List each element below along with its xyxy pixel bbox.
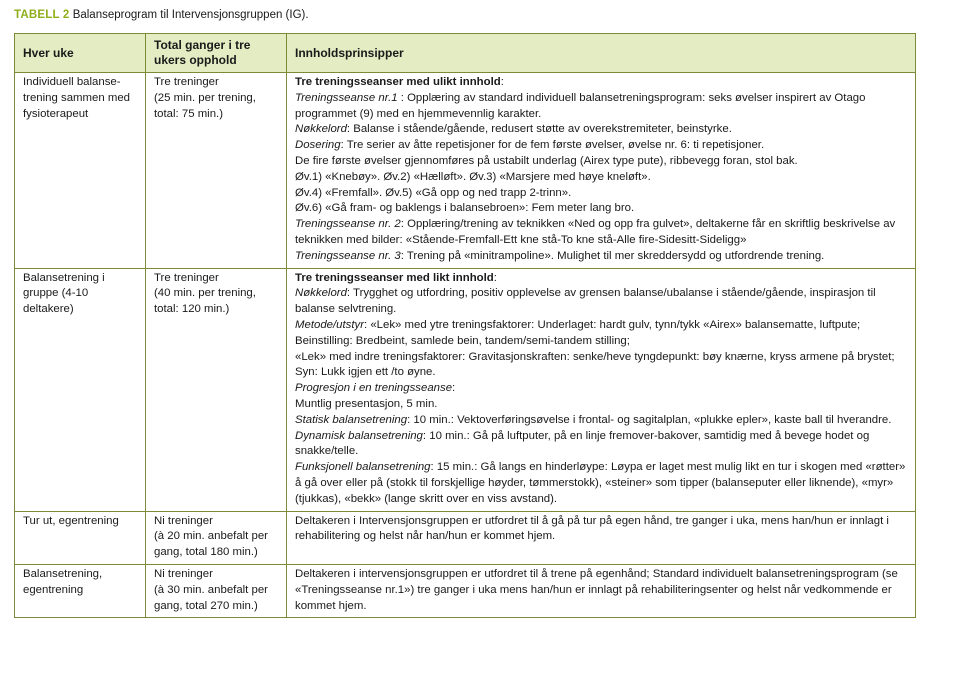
content-line <box>295 138 908 154</box>
content-line <box>295 170 908 186</box>
content-text: : Trening på «minitrampoline». Mulighet til mer skreddersydd og utfordrende trening. <box>400 249 825 262</box>
content-text: Muntlig presentasjon, 5 min. <box>295 397 438 410</box>
content-line <box>295 381 908 397</box>
content-line <box>295 186 908 202</box>
cell-hver-uke: Individuell balanse-trening sammen med fysioterapeut <box>15 73 146 269</box>
content-text: Øv.4) «Fremfall». Øv.5) «Gå opp og ned trapp 2-trinn». <box>295 186 572 199</box>
content-text: De fire første øvelser gjennomføres på ustabilt underlag (Airex type pute), ribbevegg foran, stol bak. <box>295 154 798 167</box>
content-line <box>295 567 908 614</box>
table-row <box>15 268 916 511</box>
content-term: Treningsseanse nr. 3 <box>295 249 401 262</box>
cell-hver-uke: Balansetrening i gruppe (4-10 deltakere) <box>15 268 146 511</box>
content-text: Øv.6) «Gå fram- og baklengs i balansebroen»: Fem meter lang bro. <box>295 202 635 215</box>
content-term: Funksjonell balansetrening <box>295 461 431 474</box>
total-line: (à 20 min. anbefalt per gang, total 180 min.) <box>154 530 268 559</box>
cell-innholdsprinsipper <box>287 564 916 617</box>
content-term: Nøkkelord <box>295 287 347 300</box>
content-line <box>295 460 908 507</box>
content-text: : <box>500 76 504 88</box>
content-text: : <box>493 271 497 284</box>
content-text: : 10 min.: Vektoverføringsøvelse i frontal- og sagitalplan, «plukke epler», kaste ball til hverandre. <box>407 413 892 426</box>
content-term: Statisk balansetrening <box>295 413 408 426</box>
content-line <box>295 350 908 382</box>
content-heading: Tre treningsseanser med likt innhold <box>295 271 494 284</box>
content-text: «Lek» med indre treningsfaktorer: Gravitasjonskraften: senke/heve tyngdepunkt: bøy knærne, kryss armene på brystet; Syn: Lukk igjen ett /to øyne. <box>295 350 895 379</box>
balance-program-table <box>14 33 916 618</box>
content-term: Dynamisk balansetrening <box>295 429 423 442</box>
content-text: Deltakeren i intervensjonsgruppen er utfordret til å trene på egenhånd; Standard individuelt balansetreningsprogram (se «Treningsseanse nr.1») tre ganger i uka mens han/hun er innlagt på rehabiliteringsenter og helst når vedkommende er kommet hjem. <box>295 567 898 612</box>
total-line: Tre treninger <box>154 271 219 284</box>
content-line <box>295 75 908 91</box>
total-line: (25 min. per trening, total: 75 min.) <box>154 91 256 120</box>
cell-hver-uke: Balansetrening, egentrening <box>15 564 146 617</box>
content-line <box>295 318 908 350</box>
content-line <box>295 429 908 461</box>
content-line <box>295 91 908 123</box>
content-line <box>295 154 908 170</box>
content-line <box>295 397 908 413</box>
content-text: Øv.1) «Knebøy». Øv.2) «Hælløft». Øv.3) «Marsjere med høye kneløft». <box>295 170 651 183</box>
table-body <box>15 73 916 618</box>
cell-total-ganger <box>146 268 287 511</box>
content-line <box>295 249 908 265</box>
content-term: Dosering <box>295 139 341 152</box>
cell-total-ganger <box>146 564 287 617</box>
cell-total-ganger <box>146 73 287 269</box>
cell-innholdsprinsipper <box>287 511 916 564</box>
content-line <box>295 286 908 318</box>
table-row <box>15 511 916 564</box>
cell-total-ganger <box>146 511 287 564</box>
content-term: Nøkkelord <box>295 123 347 136</box>
content-line <box>295 271 908 287</box>
table-row <box>15 73 916 269</box>
cell-innholdsprinsipper <box>287 73 916 269</box>
total-line: Tre treninger <box>154 76 219 88</box>
total-line: (à 30 min. anbefalt per gang, total 270 min.) <box>154 583 268 612</box>
content-text: : 10 min.: Gå på luftputer, på en linje fremover-bakover, samtidig med å bevege hodet og snakke/telle. <box>295 429 870 458</box>
content-term: Metode/utstyr <box>295 318 365 331</box>
content-text: : «Lek» med ytre treningsfaktorer: Underlaget: hardt gulv, tynn/tykk «Airex» balansematte, luftpute; Beinstilling: Bredbeint, samlede bein, tandem/semi-tandem stilling; <box>295 318 861 347</box>
content-term: Progresjon i en treningsseanse <box>295 382 453 395</box>
content-text: : Trygghet og utfordring, positiv opplevelse av grensen balanse/ubalanse i stående/gående, inspirasjon til balanse selvtrening. <box>295 287 876 316</box>
content-term: Treningsseanse nr. 2 <box>295 218 401 231</box>
content-text: : Balanse i stående/gående, redusert støtte av overekstremiteter, beinstyrke. <box>346 123 732 136</box>
content-text: : <box>452 382 456 395</box>
total-line: (40 min. per trening, total: 120 min.) <box>154 287 256 316</box>
table-row <box>15 564 916 617</box>
content-line <box>295 514 908 546</box>
content-line <box>295 413 908 429</box>
table-caption <box>14 8 309 22</box>
content-term: Treningsseanse nr.1 <box>295 91 398 104</box>
cell-hver-uke: Tur ut, egentrening <box>15 511 146 564</box>
header-hver-uke: Hver uke <box>15 34 146 73</box>
table-header-row <box>15 34 916 73</box>
header-innholdsprinsipper: Innholdsprinsipper <box>287 34 916 73</box>
caption-label: TABELL 2 <box>14 9 70 21</box>
total-line: Ni treninger <box>154 567 213 580</box>
content-text: Deltakeren i Intervensjonsgruppen er utfordret til å gå på tur på egen hånd, tre ganger i uka, mens han/hun er innlagt i rehabilitering og helst når han/hun er kommet hjem. <box>295 514 889 543</box>
content-text: : 15 min.: Gå langs en hinderløype: Løypa er laget mest mulig likt en tur i skogen med «røtter» å gå over eller på (stokk til forskjellige høyder, tømmerstokk), «steiner» som tipper (balanseputer eller liknende), «myr» (tjukkas), «bekk» (lange skritt over en viss avstand). <box>295 461 906 505</box>
content-text: : Tre serier av åtte repetisjoner for de fem første øvelser, øvelse nr. 6: ti repetisjoner. <box>340 139 765 152</box>
content-text: : Opplæring/trening av teknikken «Ned og opp fra gulvet», deltakerne får en skriftlig beskrivelse av teknikken med bilder: «Stående-Fremfall-Ett kne stå-To kne stå-Alle fire-Sidesitt-Sideligg» <box>295 218 896 246</box>
content-heading: Tre treningsseanser med ulikt innhold <box>295 76 501 88</box>
content-line <box>295 201 908 217</box>
total-line: Ni treninger <box>154 514 213 527</box>
header-total-ganger: Total ganger i tre ukers opphold <box>146 34 287 73</box>
caption-text: Balanseprogram til Intervensjonsgruppen (IG). <box>72 9 309 21</box>
content-text: : Opplæring av standard individuell balansetreningsprogram: seks øvelser inspirert av Otago programmet (9) med en hjemmevennlig karakter. <box>295 91 866 120</box>
content-line <box>295 122 908 138</box>
content-line <box>295 217 908 249</box>
cell-innholdsprinsipper <box>287 268 916 511</box>
